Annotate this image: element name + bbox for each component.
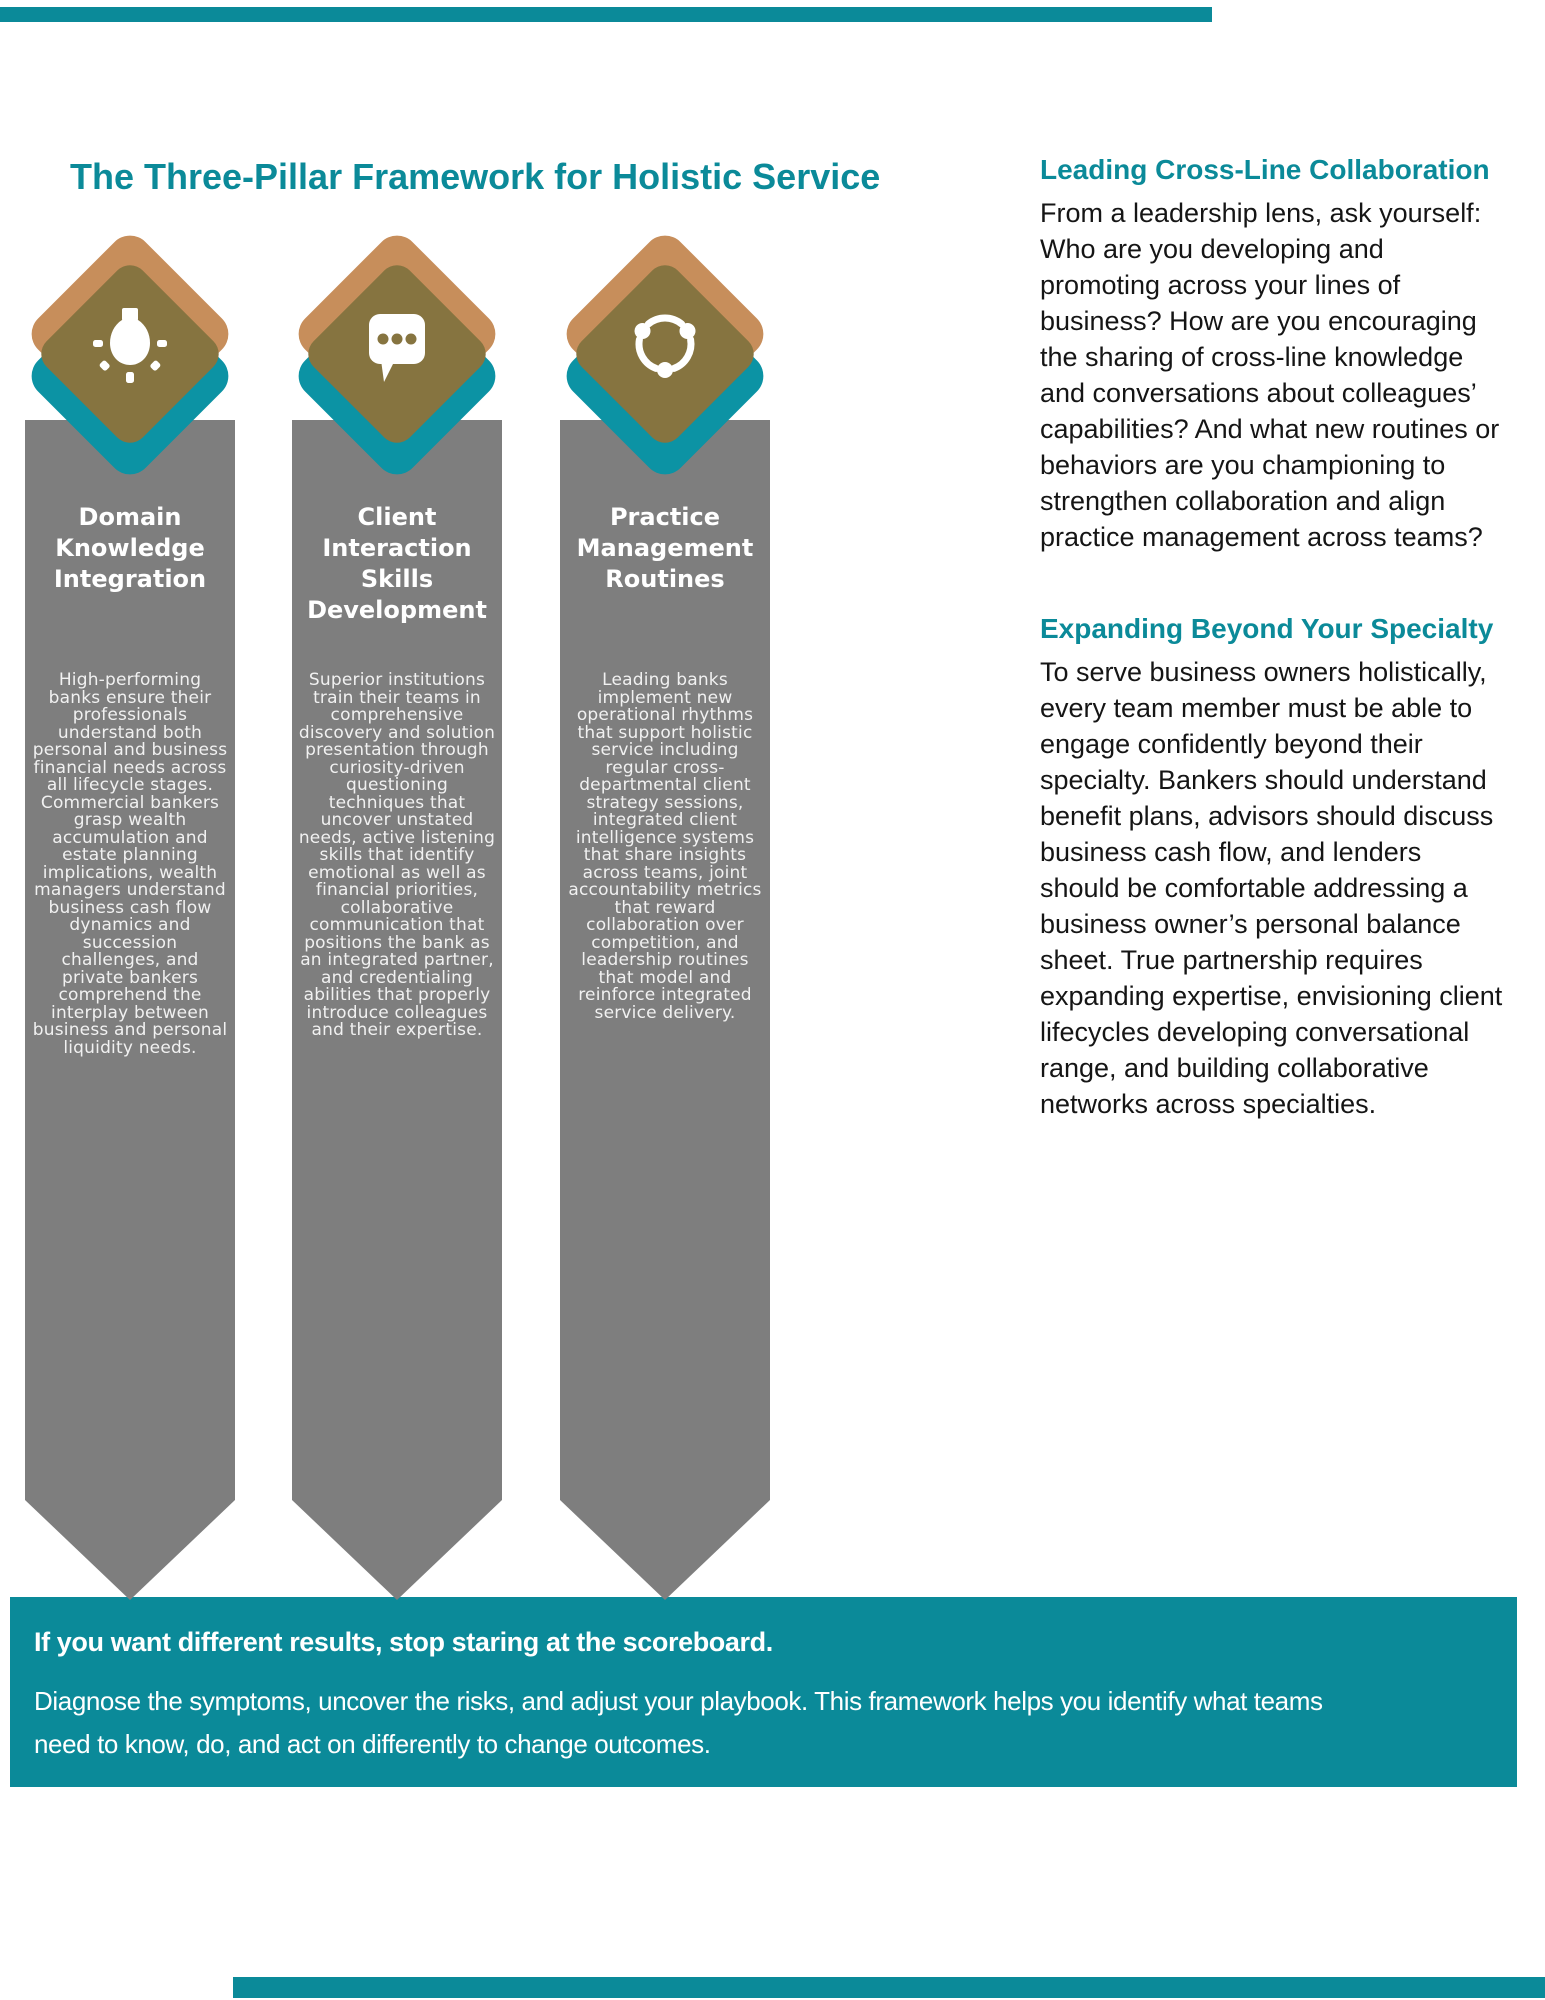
top-accent-bar bbox=[0, 7, 1212, 22]
pillar-body-text: High-performing banks ensure their professionals understand both personal and business financial needs across all lifecycle stages. Commercial bankers grasp wealth accumulation and estate planning implications, wealth managers understand business cash flow dynamics and succession challenges, and private bankers comprehend the interplay between business and personal liquidity needs. bbox=[32, 670, 228, 1058]
cycle-icon bbox=[622, 301, 708, 387]
banner-headline: If you want different results, stop staring at the scoreboard. bbox=[34, 1627, 773, 1657]
chat-bubble-icon bbox=[354, 301, 440, 387]
sidebar-paragraph: To serve business owners holistically, every team member must be able to engage confidently beyond their specialty. Bankers should understand benefit plans, advisors should discuss business cash flow, and lenders should be comfortable addressing a business owner’s personal balance sheet. True partnership requires expanding expertise, envisioning client lifecycles developing conversational range, and building collaborative networks across specialties. bbox=[1040, 657, 1503, 1119]
pillar-body-text: Leading banks implement new operational rhythms that support holistic service including regular cross-departmental client strategy sessions, integrated client intelligence systems that share insights across teams, joint accountability metrics that reward collaboration over competition, and leadership routines that model and reinforce integrated service delivery. bbox=[568, 670, 762, 1023]
bottom-accent-bar bbox=[233, 1977, 1545, 1998]
lightbulb-icon bbox=[87, 301, 173, 387]
pillar-practice-management bbox=[560, 420, 770, 1600]
sidebar-section-leading-cross-line bbox=[1040, 152, 1508, 555]
pillar-content bbox=[560, 420, 770, 1022]
page-title: The Three-Pillar Framework for Holistic Service bbox=[70, 156, 881, 197]
pillar-title: Client Interaction Skills Development bbox=[307, 503, 487, 624]
sidebar-section-expanding-beyond bbox=[1040, 611, 1508, 1122]
sidebar-paragraph: From a leadership lens, ask yourself: Who are you developing and promoting across your lines of business? How are you encouraging the sharing of cross-line knowledge and conversations about colleagues’ capabilities? And what new routines or behaviors are you championing to strengthen collaboration and align practice management across teams? bbox=[1040, 198, 1500, 552]
pillar-content bbox=[25, 420, 235, 1057]
pillar-domain-knowledge bbox=[25, 420, 235, 1600]
pillar-title: Domain Knowledge Integration bbox=[53, 503, 207, 593]
callout-banner bbox=[10, 1597, 1517, 1787]
banner-body-text: Diagnose the symptoms, uncover the risks, and adjust your playbook. This framework helps you identify what teams need to know, do, and act on differently to change outcomes. bbox=[34, 1686, 1323, 1759]
sidebar-heading: Expanding Beyond Your Specialty bbox=[1040, 613, 1494, 644]
sidebar-heading: Leading Cross-Line Collaboration bbox=[1040, 154, 1490, 185]
pillar-client-interaction bbox=[292, 420, 502, 1600]
pillar-content bbox=[292, 420, 502, 1040]
pillar-title: Practice Management Routines bbox=[576, 503, 754, 593]
sidebar bbox=[1040, 152, 1508, 1122]
pillar-body-text: Superior institutions train their teams in comprehensive discovery and solution presentation through curiosity-driven questioning techniques that uncover unstated needs, active listening skills that identify emotional as well as financial priorities, collaborative communication that positions the bank as an integrated partner, and credentialing abilities that properly introduce colleagues and their expertise. bbox=[298, 670, 496, 1040]
